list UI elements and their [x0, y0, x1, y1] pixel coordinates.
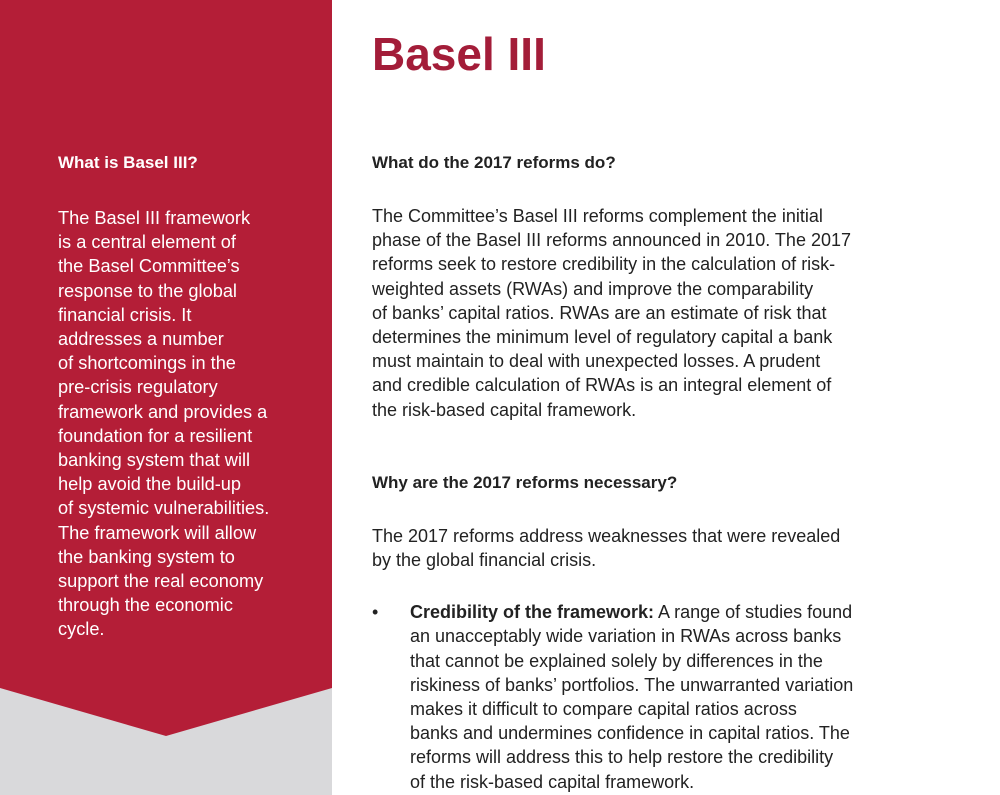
sidebar-heading: What is Basel III? [58, 153, 198, 172]
section-why-reforms-necessary [372, 470, 920, 794]
section-heading: Why are the 2017 reforms necessary? [372, 472, 678, 492]
section-heading: What do the 2017 reforms do? [372, 153, 616, 172]
list-item [372, 600, 920, 794]
page-title: Basel III [372, 28, 546, 80]
section-what-reforms-do [372, 150, 920, 422]
main-content [372, 150, 920, 794]
section-body: The Committee’s Basel III reforms complement the initial phase of the Basel III reforms announced in 2010. The 2017 reforms seek to restore credibility in the calculation of risk- weighted assets (RWAs) and improve the comparability of banks’ capital ratios. RWAs are an estimate of risk that determines the minimum level of regulatory capital a bank must maintain to deal with unexpected losses. A prudent and credible calculation of RWAs is an integral element of the risk-based capital framework. [372, 206, 851, 420]
bullet-lead: Credibility of the framework: [410, 602, 655, 623]
section-body: The 2017 reforms address weaknesses that were revealed by the global financial crisis. [372, 525, 841, 571]
bullet-marker: • [372, 602, 379, 623]
sidebar-body: The Basel III framework is a central element of the Basel Committee’s response to the global financial crisis. It addresses a number of shortcomings in the pre-crisis regulatory framework and provides a foundation for a resilient banking system that will help avoid the build-up of systemic vulnerabilities. The framework will allow the banking system to support the real economy through the economic cycle. [58, 208, 270, 640]
sidebar [58, 150, 308, 642]
bullet-text: A range of studies found an unacceptably wide variation in RWAs across banks that cannot be explained solely by differences in the riskiness of banks’ portfolios. The unwarranted variation makes it difficult to compare capital ratios across banks and undermines confidence in capital ratios. The reforms will address this to help restore the credibility of the risk-based capital framework. [410, 602, 854, 792]
